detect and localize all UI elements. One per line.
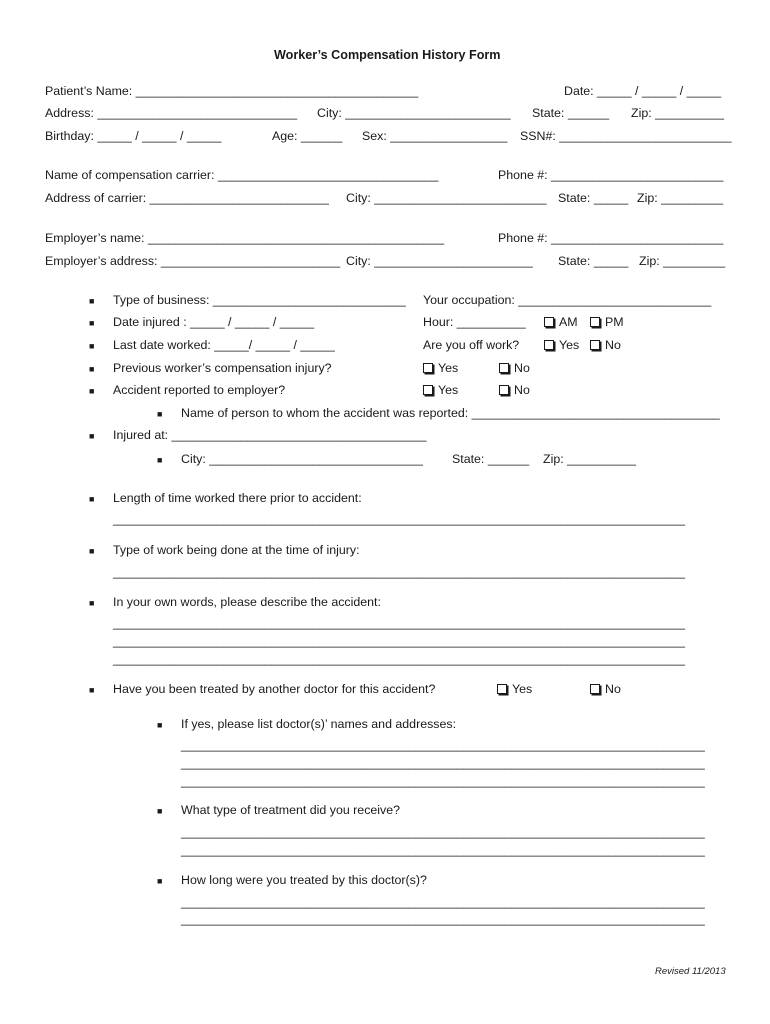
checkbox-no[interactable] (499, 383, 530, 398)
form-field-text[interactable]: Zip: _________ (639, 254, 726, 268)
form-field-text: Are you off work? (423, 338, 520, 352)
form-field-text[interactable]: ____________________________________________________________________________ (181, 825, 705, 839)
form-field-text[interactable]: ____________________________________________________________________________ (181, 738, 705, 752)
form-field-text[interactable]: State: ______ (452, 452, 530, 466)
form-field-text[interactable]: Address: _____________________________ (45, 106, 298, 120)
bullet-icon: ■ (89, 598, 95, 608)
form-field-text[interactable]: Your occupation: ____________________________ (423, 293, 712, 307)
form-field-text[interactable]: Zip: __________ (543, 452, 637, 466)
form-field-text: In your own words, please describe the accident: (113, 595, 381, 609)
form-field-text[interactable]: Zip: _________ (637, 191, 724, 205)
checkbox-square-icon[interactable] (423, 385, 433, 395)
form-field-text[interactable]: State: _____ (558, 191, 629, 205)
form-field-text: Type of work being done at the time of injury: (113, 543, 360, 557)
checkbox-square-icon[interactable] (590, 340, 600, 350)
form-field-text[interactable]: Zip: __________ (631, 106, 725, 120)
checkbox-square-icon[interactable] (497, 684, 507, 694)
checkbox-yes[interactable] (423, 383, 458, 398)
checkbox-no[interactable] (590, 682, 621, 697)
form-field-text: Length of time worked there prior to accident: (113, 491, 362, 505)
checkbox-square-icon[interactable] (544, 340, 554, 350)
bullet-icon: ■ (157, 876, 163, 886)
form-field-text[interactable]: Date injured : _____ / _____ / _____ (113, 315, 315, 329)
form-field-text[interactable]: Phone #: _________________________ (498, 168, 724, 182)
checkbox-square-icon[interactable] (423, 363, 433, 373)
form-field-text[interactable]: ___________________________________________________________________________________ (113, 616, 685, 630)
bullet-icon: ■ (157, 455, 163, 465)
bullet-icon: ■ (89, 364, 95, 374)
bullet-icon: ■ (89, 546, 95, 556)
form-field-text[interactable]: ____________________________________________________________________________ (181, 895, 705, 909)
checkbox-yes[interactable] (544, 338, 579, 353)
form-field-text[interactable]: Birthday: _____ / _____ / _____ (45, 129, 222, 143)
form-field-text[interactable]: Name of person to whom the accident was reported: ____________________________________ (181, 406, 720, 420)
checkbox-no[interactable] (590, 338, 621, 353)
checkbox-label: No (514, 383, 530, 397)
revision-note: Revised 11/2013 (655, 966, 726, 977)
form-field-text: Previous worker’s compensation injury? (113, 361, 332, 375)
checkbox-am[interactable] (544, 315, 578, 330)
checkbox-label: Yes (559, 338, 580, 352)
form-field-text[interactable]: SSN#: _________________________ (520, 129, 732, 143)
bullet-icon: ■ (89, 296, 95, 306)
form-field-text[interactable]: ___________________________________________________________________________________ (113, 512, 685, 526)
checkbox-square-icon[interactable] (499, 385, 509, 395)
form-field-text[interactable]: Injured at: _____________________________________ (113, 428, 427, 442)
form-field-text[interactable]: ____________________________________________________________________________ (181, 756, 705, 770)
checkbox-square-icon[interactable] (590, 317, 600, 327)
form-title: Worker’s Compensation History Form (274, 48, 501, 62)
form-field-text[interactable]: Phone #: _________________________ (498, 231, 724, 245)
form-field-text[interactable]: Patient’s Name: _________________________________________ (45, 84, 419, 98)
bullet-icon: ■ (157, 409, 163, 419)
checkbox-yes[interactable] (423, 361, 458, 376)
form-field-text[interactable]: State: ______ (532, 106, 610, 120)
checkbox-label: AM (559, 315, 578, 329)
checkbox-square-icon[interactable] (590, 684, 600, 694)
form-field-text[interactable]: City: ________________________ (317, 106, 511, 120)
checkbox-yes[interactable] (497, 682, 532, 697)
form-field-text[interactable]: ____________________________________________________________________________ (181, 912, 705, 926)
form-field-text: If yes, please list doctor(s)’ names and addresses: (181, 717, 457, 731)
form-field-text[interactable]: Employer’s name: ___________________________________________ (45, 231, 445, 245)
bullet-icon: ■ (89, 431, 95, 441)
checkbox-label: Yes (512, 682, 533, 696)
checkbox-label: No (514, 361, 530, 375)
bullet-icon: ■ (89, 685, 95, 695)
form-field-text[interactable]: Name of compensation carrier: ________________________________ (45, 168, 439, 182)
bullet-icon: ■ (157, 720, 163, 730)
form-field-text[interactable]: Hour: __________ (423, 315, 526, 329)
form-field-text: Have you been treated by another doctor for this accident? (113, 682, 436, 696)
checkbox-label: Yes (438, 383, 459, 397)
bullet-icon: ■ (89, 386, 95, 396)
form-field-text[interactable]: Sex: _________________ (362, 129, 508, 143)
form-field-text[interactable]: ___________________________________________________________________________________ (113, 652, 685, 666)
form-field-text[interactable]: City: _______________________________ (181, 452, 423, 466)
checkbox-label: No (605, 338, 621, 352)
checkbox-label: No (605, 682, 621, 696)
form-field-text[interactable]: ___________________________________________________________________________________ (113, 634, 685, 648)
checkbox-pm[interactable] (590, 315, 624, 330)
checkbox-square-icon[interactable] (544, 317, 554, 327)
checkbox-square-icon[interactable] (499, 363, 509, 373)
form-field-text[interactable]: State: _____ (558, 254, 629, 268)
form-field-text[interactable]: ____________________________________________________________________________ (181, 774, 705, 788)
form-field-text: Accident reported to employer? (113, 383, 286, 397)
form-field-text[interactable]: Employer’s address: __________________________ (45, 254, 341, 268)
checkbox-no[interactable] (499, 361, 530, 376)
bullet-icon: ■ (157, 806, 163, 816)
form-field-text[interactable]: ___________________________________________________________________________________ (113, 565, 685, 579)
form-field-text[interactable]: City: _________________________ (346, 191, 547, 205)
form-field-text[interactable]: ____________________________________________________________________________ (181, 843, 705, 857)
form-field-text: How long were you treated by this doctor(s)? (181, 873, 427, 887)
form-field-text[interactable]: Date: _____ / _____ / _____ (564, 84, 722, 98)
form-field-text[interactable]: Type of business: ____________________________ (113, 293, 406, 307)
form-field-text[interactable]: Last date worked: _____/ _____ / _____ (113, 338, 335, 352)
bullet-icon: ■ (89, 318, 95, 328)
form-field-text[interactable]: Age: ______ (272, 129, 343, 143)
checkbox-label: PM (605, 315, 624, 329)
bullet-icon: ■ (89, 341, 95, 351)
checkbox-label: Yes (438, 361, 459, 375)
form-field-text: What type of treatment did you receive? (181, 803, 401, 817)
bullet-icon: ■ (89, 494, 95, 504)
form-field-text[interactable]: City: _______________________ (346, 254, 533, 268)
form-field-text[interactable]: Address of carrier: __________________________ (45, 191, 329, 205)
